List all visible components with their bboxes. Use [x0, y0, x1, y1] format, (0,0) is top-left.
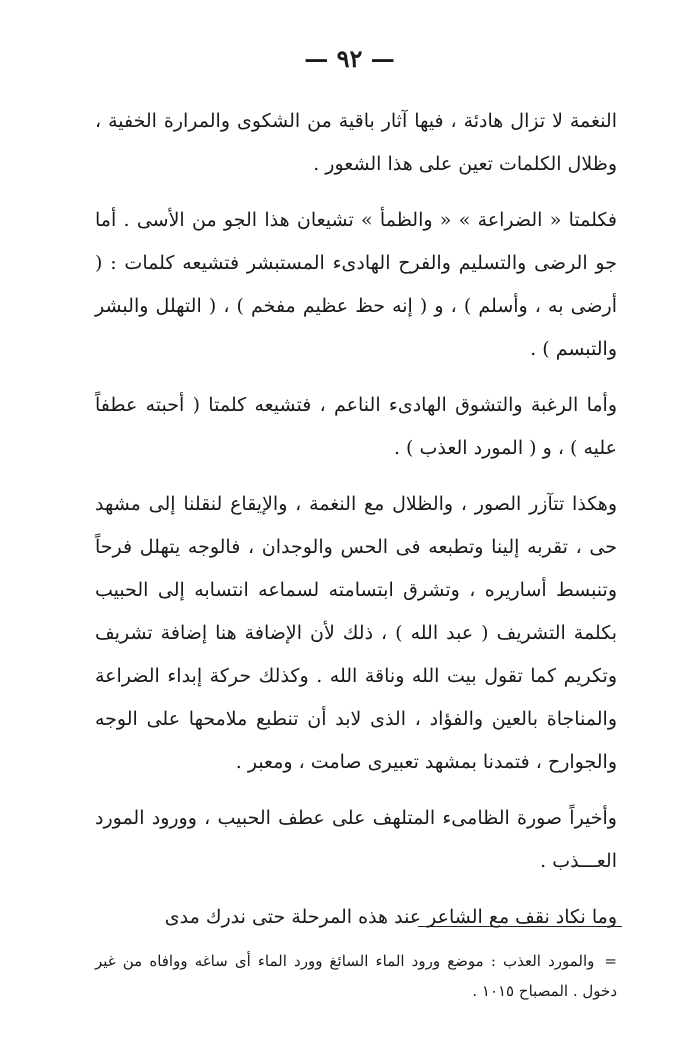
footnote [95, 946, 617, 1006]
paragraph-6: وما نكاد نقف مع الشاعر عند هذه المرحلة حتى ندرك مدى [164, 906, 617, 928]
page-number: — ٩٢ — [304, 44, 395, 73]
paragraph-3: وأما الرغبة والتشوق الهادىء الناعم ، فتشيعه كلمتا ( أحبته عطفاً عليه ) ، و ( المورد العذب ) . [95, 394, 617, 459]
footnote-text: والمورد العذب : موضع ورود الماء السائغ وورد الماء أى ساغه ووافاه من غير دخول . المصباح ١٠١٥ . [95, 952, 617, 1000]
paragraph-2: فكلمتا « الضراعة » « والظمأ » تشيعان هذا الجو من الأسى . أما جو الرضى والتسليم والفرح الهادىء المستبشر فتشيعه كلمات : ( أرضى به ، وأسلم ) ، و ( إنه حظ عظيم مفخم ) ، ( التهلل والبشر والتبسم ) . [95, 209, 617, 360]
paragraph-4: وهكذا تتآزر الصور ، والظلال مع النغمة ، والإيقاع لنقلنا إلى مشهد حى ، تقربه إلينا وتطبعه فى الحس والوجدان ، فالوجه يتهلل فرحاً وتنبسط أساريره ، وتشرق ابتسامته لسماعه انتسابه إلى الحبيب بكلمة التشريف ( عبد الله ) ، ذلك لأن الإضافة هنا إضافة تشريف وتكريم كما تقول بيت الله وناقة الله . وكذلك حركة إبداء الضراعة والمناجاة بالعين والفؤاد ، الذى لابد أن تنطبع ملامحها على الوجه والجوارح ، فتمدنا بمشهد تعبيرى صامت ، ومعبر . [95, 493, 617, 773]
footnote-marker: = [604, 952, 617, 970]
body-text [95, 100, 617, 939]
footnote-divider [418, 926, 622, 927]
paragraph-5: وأخيراً صورة الظامىء المتلهف على عطف الحبيب ، وورود المورد العـــذب . [95, 807, 617, 872]
paragraph-1: النغمة لا تزال هادئة ، فيها آثار باقية من الشكوى والمرارة الخفية ، وظلال الكلمات تعين على هذا الشعور . [95, 110, 617, 175]
